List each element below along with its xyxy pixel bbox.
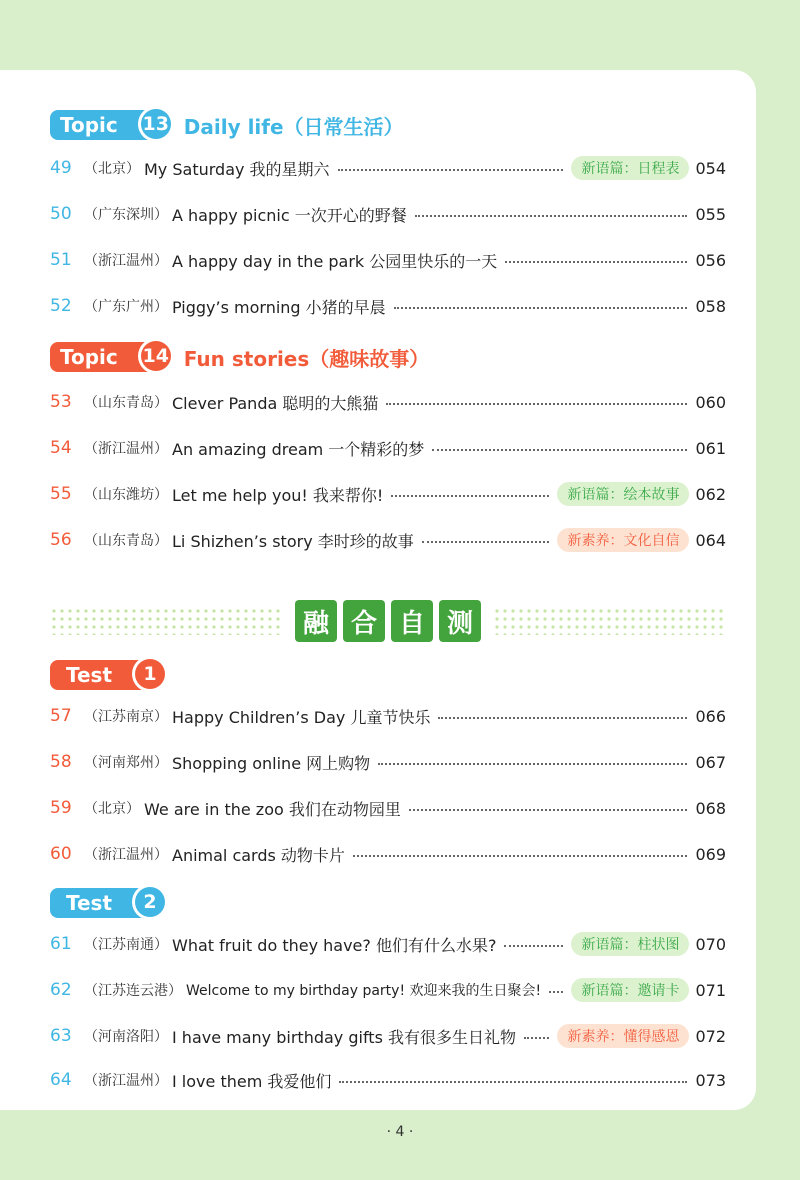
leader-dots [394, 307, 688, 309]
entry-tag: 新语篇：柱状图 [571, 932, 689, 956]
entry-number: 50 [50, 204, 72, 224]
entry-title: Clever Panda 聪明的大熊猫 [172, 393, 379, 413]
entry-page: 067 [695, 752, 726, 772]
toc-row[interactable] [50, 794, 726, 822]
entry-region: （北京） [84, 161, 140, 177]
entry-title: What fruit do they have? 他们有什么水果? [172, 935, 497, 955]
entry-number: 59 [50, 798, 72, 818]
dot-pattern [493, 607, 726, 635]
leader-dots [415, 215, 688, 217]
topic-number: 13 [141, 109, 171, 139]
toc-row[interactable] [50, 200, 726, 228]
test-label: Test [66, 891, 113, 915]
topic-pill [50, 110, 169, 140]
entry-title: Happy Children’s Day 儿童节快乐 [172, 707, 431, 727]
entry-number: 55 [50, 484, 72, 504]
entry-region: （浙江温州） [84, 1073, 168, 1089]
entry-page: 069 [695, 844, 726, 864]
leader-dots [391, 495, 549, 497]
entry-region: （浙江温州） [84, 253, 168, 269]
leader-dots [422, 541, 550, 543]
entry-tag: 新语篇：邀请卡 [571, 978, 689, 1002]
entry-region: （江苏南京） [84, 709, 168, 725]
leader-dots [505, 261, 687, 263]
entry-number: 52 [50, 296, 72, 316]
toc-row[interactable] [50, 1022, 726, 1050]
toc-row[interactable] [50, 702, 726, 730]
entry-number: 58 [50, 752, 72, 772]
toc-row[interactable] [50, 840, 726, 868]
entry-region: （山东潍坊） [84, 487, 168, 503]
entry-number: 60 [50, 844, 72, 864]
entry-page: 061 [695, 438, 726, 458]
entry-region: （浙江温州） [84, 441, 168, 457]
leader-dots [339, 1081, 687, 1083]
entry-number: 61 [50, 934, 72, 954]
leader-dots [432, 449, 687, 451]
toc-row[interactable] [50, 480, 726, 508]
entry-number: 57 [50, 706, 72, 726]
entry-page: 064 [695, 530, 726, 550]
entry-title: Animal cards 动物卡片 [172, 845, 345, 865]
toc-row[interactable] [50, 976, 726, 1004]
entry-region: （广东深圳） [84, 207, 168, 223]
entry-title: Let me help you! 我来帮你! [172, 485, 384, 505]
toc-row[interactable] [50, 246, 726, 274]
entry-region: （浙江温州） [84, 847, 168, 863]
entry-title: Welcome to my birthday party! 欢迎来我的生日聚会! [186, 983, 542, 999]
entry-number: 51 [50, 250, 72, 270]
banner-char: 自 [391, 600, 433, 642]
test-1-header [50, 658, 157, 692]
entry-tag: 新语篇：绘本故事 [557, 482, 689, 506]
entry-region: （河南郑州） [84, 755, 168, 771]
leader-dots [386, 403, 687, 405]
banner-char: 合 [343, 600, 385, 642]
entry-title: Shopping online 网上购物 [172, 753, 371, 773]
entry-number: 53 [50, 392, 72, 412]
leader-dots [353, 855, 688, 857]
toc-row[interactable] [50, 930, 726, 958]
leader-dots [438, 717, 687, 719]
entry-number: 56 [50, 530, 72, 550]
entry-number: 49 [50, 158, 72, 178]
section-banner [50, 598, 726, 644]
entry-page: 066 [695, 706, 726, 726]
banner-char: 融 [295, 600, 337, 642]
topic-14-header [50, 340, 429, 374]
entry-title: An amazing dream 一个精彩的梦 [172, 439, 425, 459]
entry-region: （山东青岛） [84, 395, 168, 411]
test-pill [50, 660, 157, 690]
entry-number: 62 [50, 980, 72, 1000]
entry-title: Li Shizhen’s story 李时珍的故事 [172, 531, 414, 551]
test-number: 1 [135, 659, 165, 689]
entry-tag: 新素养：文化自信 [557, 528, 689, 552]
entry-page: 073 [695, 1070, 726, 1090]
entry-page: 068 [695, 798, 726, 818]
toc-row[interactable] [50, 434, 726, 462]
entry-region: （江苏南通） [84, 937, 168, 953]
entry-title: My Saturday 我的星期六 [144, 159, 330, 179]
toc-row[interactable] [50, 526, 726, 554]
leader-dots [524, 1037, 549, 1039]
entry-page: 071 [695, 980, 726, 1000]
entry-page: 062 [695, 484, 726, 504]
leader-dots [378, 763, 687, 765]
entry-title: I have many birthday gifts 我有很多生日礼物 [172, 1027, 516, 1047]
entry-page: 060 [695, 392, 726, 412]
topic-title: Daily life（日常生活） [183, 114, 404, 139]
entry-title: I love them 我爱他们 [172, 1071, 332, 1091]
leader-dots [549, 991, 563, 993]
topic-title: Fun stories（趣味故事） [183, 346, 430, 371]
page-number: · 4 · [386, 1124, 414, 1140]
entry-title: Piggy’s morning 小猪的早晨 [172, 297, 386, 317]
test-label: Test [66, 663, 113, 687]
topic-label: Topic [60, 345, 118, 369]
entry-tag: 新语篇：日程表 [571, 156, 689, 180]
entry-number: 63 [50, 1026, 72, 1046]
topic-pill [50, 342, 169, 372]
leader-dots [504, 945, 563, 947]
test-pill [50, 888, 157, 918]
dot-pattern [50, 607, 283, 635]
toc-row[interactable] [50, 154, 726, 182]
test-2-header [50, 886, 157, 920]
toc-row[interactable] [50, 292, 726, 320]
entry-title: A happy picnic 一次开心的野餐 [172, 205, 407, 225]
entry-region: （广东广州） [84, 299, 168, 315]
banner-char: 测 [439, 600, 481, 642]
toc-row[interactable] [50, 1066, 726, 1094]
topic-13-header [50, 108, 404, 142]
test-number: 2 [135, 887, 165, 917]
entry-page: 056 [695, 250, 726, 270]
entry-region: （河南洛阳） [84, 1029, 168, 1045]
entry-region: （山东青岛） [84, 533, 168, 549]
toc-row[interactable] [50, 388, 726, 416]
toc-row[interactable] [50, 748, 726, 776]
entry-title: A happy day in the park 公园里快乐的一天 [172, 251, 498, 271]
topic-label: Topic [60, 113, 118, 137]
entry-page: 058 [695, 296, 726, 316]
entry-region: （江苏连云港） [84, 983, 182, 999]
entry-page: 055 [695, 204, 726, 224]
leader-dots [338, 169, 564, 171]
entry-page: 070 [695, 934, 726, 954]
entry-region: （北京） [84, 801, 140, 817]
topic-number: 14 [141, 341, 171, 371]
entry-tag: 新素养：懂得感恩 [557, 1024, 689, 1048]
entry-title: We are in the zoo 我们在动物园里 [144, 799, 401, 819]
leader-dots [409, 809, 688, 811]
entry-page: 054 [695, 158, 726, 178]
entry-page: 072 [695, 1026, 726, 1046]
entry-number: 64 [50, 1070, 72, 1090]
entry-number: 54 [50, 438, 72, 458]
